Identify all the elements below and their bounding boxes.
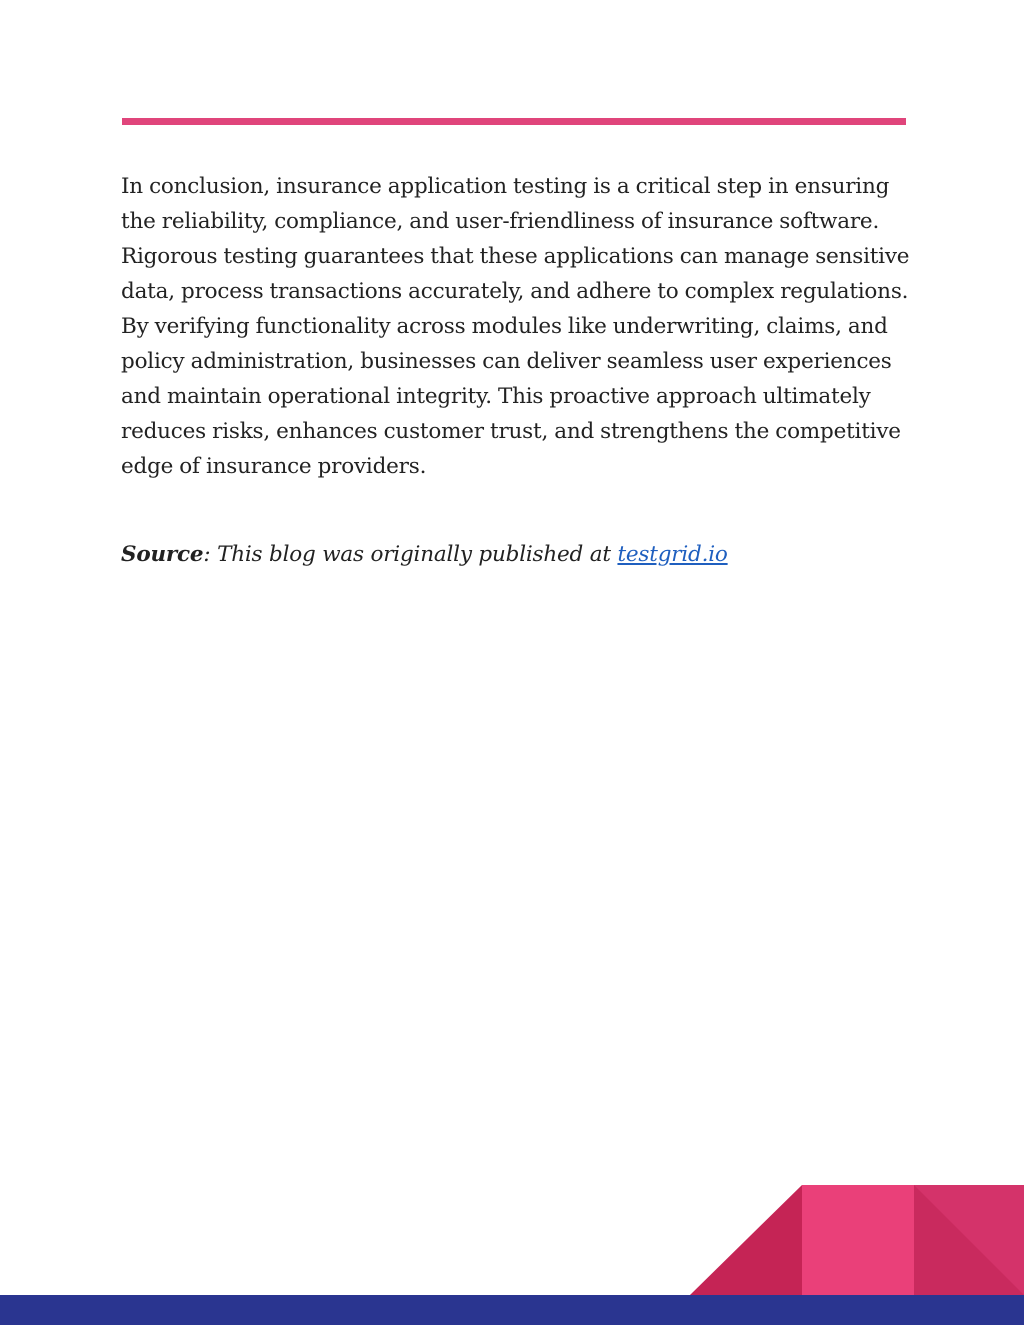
- footer-bar: [0, 1295, 1024, 1325]
- conclusion-paragraph: In conclusion, insurance application testing is a critical step in ensuring the reliability, compliance, and user-friendliness of insurance software. Rigorous testing guarantees that these applications can manage sensitive data, process transactions accurately, and adhere to complex regulations. By verifying functionality across modules like underwriting, claims, and policy administration, businesses can deliver seamless user experiences and maintain operational integrity. This proactive approach ultimately reduces risks, enhances customer trust, and strengthens the competitive edge of insurance providers.: [121, 174, 910, 479]
- source-text: : This blog was originally published at: [203, 542, 618, 567]
- deco-block-middle: [802, 1185, 914, 1295]
- document-body: [121, 169, 911, 572]
- source-link[interactable]: testgrid.io: [617, 542, 728, 567]
- corner-decoration: [690, 1185, 1024, 1295]
- source-label: Source: [121, 542, 204, 567]
- source-line: [121, 537, 911, 572]
- top-accent-rule: [122, 118, 906, 125]
- deco-triangle-left: [690, 1185, 802, 1295]
